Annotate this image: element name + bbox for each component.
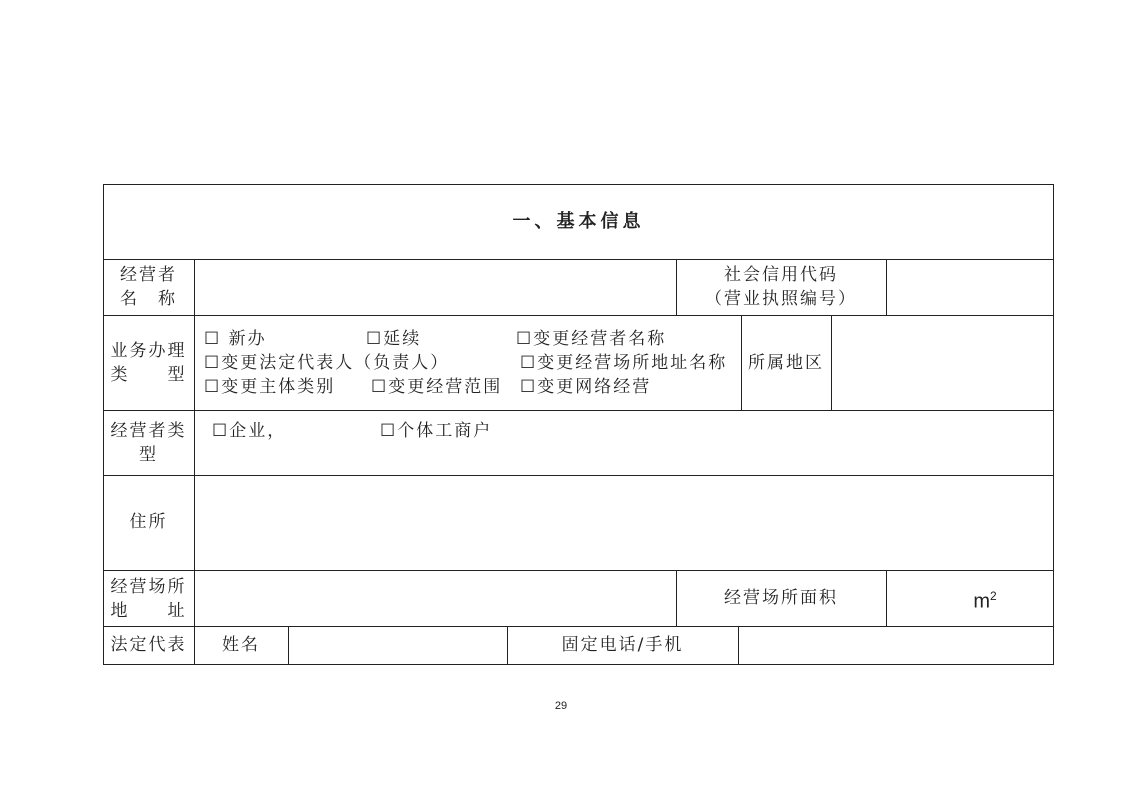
region-label: 所属地区 [748,353,824,373]
operator-name-label-2: 名 称 [120,289,177,309]
region-field[interactable] [832,316,1053,410]
address-field[interactable] [195,476,1053,570]
page-number: 29 [554,700,568,712]
site-area-unit[interactable]: $m^2$ [973,589,997,613]
checkbox-new[interactable]: ☐ 新办 [204,329,267,349]
business-type-label: 业务办理 [110,341,187,361]
phone-label: 固定电话/手机 [561,635,684,655]
checkbox-change-legal-rep[interactable]: ☐变更法定代表人（负责人） [204,353,450,373]
checkbox-individual-business[interactable]: ☐个体工商户 [380,421,493,441]
legal-rep-name-field[interactable] [289,627,507,665]
row-divider [103,410,1054,411]
column-divider [886,570,887,626]
site-area-label: 经营场所面积 [724,588,838,608]
credit-code-field[interactable] [887,260,1053,315]
credit-code-label: 社会信用代码 [724,265,838,285]
legal-rep-label: 法定代表 [110,635,187,655]
operator-name-label: 经营者 [120,265,177,285]
operator-type-label-2: 型 [139,445,158,465]
site-address-label: 经营场所 [110,577,187,597]
checkbox-change-online-business[interactable]: ☐变更网络经营 [520,377,652,397]
business-type-label-2: 类 型 [110,365,187,385]
section-title: 一、基本信息 [512,211,645,232]
legal-rep-name-label: 姓名 [222,635,260,655]
phone-field[interactable] [739,627,1053,665]
operator-type-label: 经营者类 [110,421,187,441]
checkbox-change-operator-name[interactable]: ☐变更经营者名称 [516,329,667,349]
site-address-label-2: 地 址 [110,601,187,621]
checkbox-renew[interactable]: ☐延续 [366,329,422,349]
checkbox-change-entity-category[interactable]: ☐变更主体类别 [204,377,336,397]
operator-name-field[interactable] [195,260,676,315]
checkbox-change-business-scope[interactable]: ☐变更经营范围 [371,377,503,397]
checkbox-change-site-address[interactable]: ☐变更经营场所地址名称 [520,353,728,373]
address-label: 住所 [129,512,168,532]
credit-code-label-2: （营业执照编号） [705,289,857,309]
site-address-field[interactable] [195,571,676,626]
checkbox-enterprise[interactable]: ☐企业， [212,421,287,441]
